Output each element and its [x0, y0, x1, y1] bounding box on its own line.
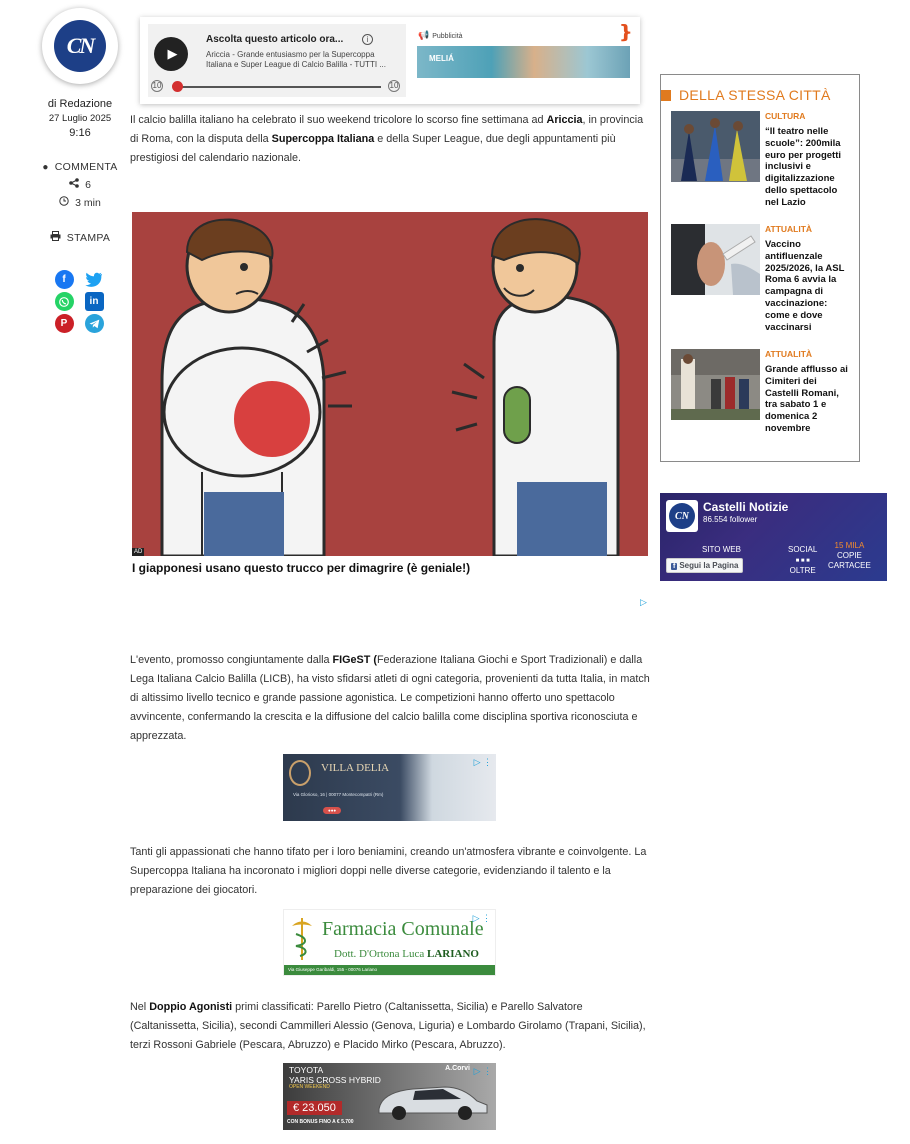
- player-brand-icon: ❵: [618, 22, 634, 42]
- progress-handle[interactable]: [172, 81, 183, 92]
- ad-illustration: [132, 212, 648, 556]
- heading-marker: [661, 90, 671, 101]
- comment-icon: ●: [42, 161, 49, 173]
- villa-cta-button[interactable]: ●●●: [323, 807, 341, 814]
- adchoices-icon[interactable]: ▷: [640, 597, 647, 607]
- article-thumbnail[interactable]: [671, 349, 760, 420]
- clock-icon: [59, 196, 69, 209]
- article-category[interactable]: ATTUALITÀ: [765, 349, 813, 359]
- article-title[interactable]: Grande afflusso ai Cimiteri dei Castelli Romani, tra sabato 1 e domenica 2 novembre: [765, 364, 848, 434]
- caduceus-icon: [290, 916, 314, 962]
- share-count: 6: [30, 178, 130, 191]
- villa-delia-banner[interactable]: VILLA DELIA Via Glorioso, 16 | 00077 Montecompatri (Rm) ●●● ▷ ⋮: [283, 754, 496, 821]
- follow-page-button[interactable]: f Segui la Pagina: [666, 558, 743, 573]
- facebook-followers: 86.554 follower: [703, 515, 758, 524]
- related-heading: DELLA STESSA CITTÀ: [661, 87, 831, 103]
- adchoices-icon[interactable]: ▷ ⋮: [473, 757, 492, 767]
- sponsored-ad-image[interactable]: [132, 212, 648, 556]
- article-title[interactable]: Vaccino antifluenzale 2025/2026, la ASL Roma 6 avvia la campagna di vaccinazione: come e dove vaccinarsi: [765, 239, 845, 333]
- facebook-banner-text: SOCIAL ■ ■ ■ OLTRE: [788, 545, 818, 575]
- article-paragraph: L'evento, promosso congiuntamente dalla FIGeST (Federazione Italiana Giochi e Sport Tradizionali) e dalla Lega Italiana Calcio Balilla (LICB), ha visto sfidarsi atleti di ogni categoria, provenienti da tutta Italia, in match di altissimo livello tecnico e grande passione agonistica. Le competizioni hanno offerto uno spettacolo avvincente, confermando la crescita e la diffusione del calcio balilla come disciplina sportiva riconosciuta e apprezzata.: [130, 654, 650, 742]
- article-category[interactable]: CULTURA: [765, 111, 806, 121]
- article-paragraph: Nel Doppio Agonisti primi classificati: Parello Pietro (Caltanissetta, Sicilia) e Parello Salvatore (Caltanissetta, Sicilia), secondi Cammilleri Alessio (Genova, Liguria) e Lombardo Girolamo (Trapani, Sicilia), terzi Rossoni Gabriele (Pescara, Abruzzo) e Placido Mirko (Pescara, Abruzzo).: [130, 1001, 646, 1051]
- ad-tag: AD: [134, 549, 143, 555]
- megaphone-icon: 📢: [418, 30, 430, 40]
- facebook-page-name[interactable]: Castelli Notizie: [703, 500, 789, 514]
- article-paragraph: Il calcio balilla italiano ha celebrato il suo weekend tricolore lo scorso fine settimana ad Ariccia, in provincia di Roma, con la disputa della Supercoppa Italiana e della Super League, due degli appuntamenti più prestigiosi del calendario nazionale.: [130, 114, 644, 164]
- facebook-icon: f: [673, 563, 676, 570]
- related-articles-box: [660, 74, 860, 462]
- farmacia-banner[interactable]: Farmacia Comunale Dott. D'Ortona Luca LARIANO Via Giuseppe Garibaldi, 155 - 00076 Lariano ▷ ⋮: [283, 909, 496, 976]
- info-icon[interactable]: i: [362, 34, 373, 45]
- player-ad-label: 📢 Pubblicità: [418, 30, 463, 40]
- article-thumbnail[interactable]: [671, 111, 760, 182]
- facebook-page-widget[interactable]: [660, 493, 887, 581]
- article-category[interactable]: ATTUALITÀ: [765, 224, 813, 234]
- print-button[interactable]: STAMPA: [30, 231, 130, 244]
- play-button[interactable]: ▶: [154, 37, 188, 71]
- comment-link[interactable]: ● COMMENTA: [42, 161, 118, 173]
- villa-logo-icon: [289, 760, 311, 786]
- ad-caption-link[interactable]: I giapponesi usano questo trucco per dimagrire (è geniale!): [132, 561, 471, 575]
- progress-bar[interactable]: [174, 86, 381, 88]
- toyota-banner[interactable]: TOYOTA YARIS CROSS HYBRID OPEN WEEKEND € 23.050 CON BONUS FINO A € 5.700 A.Corvi ▷ ⋮: [283, 1063, 496, 1130]
- publish-time: 9:16: [69, 127, 91, 139]
- read-time: 3 min: [30, 196, 130, 209]
- audio-player-panel: [148, 24, 406, 97]
- car-image: [373, 1079, 491, 1121]
- article-thumbnail[interactable]: [671, 224, 760, 295]
- pinterest-icon[interactable]: P: [55, 314, 74, 333]
- publish-date: 27 Luglio 2025: [48, 113, 112, 124]
- forward-10-button[interactable]: 10: [389, 81, 399, 90]
- author-column: [30, 8, 130, 333]
- facebook-banner-text: SITO WEB: [702, 545, 741, 554]
- article-title[interactable]: “Il teatro nelle scuole”: 200mila euro per progetti inclusivi e digitalizzazione dello spettacolo nel Lazio: [765, 126, 842, 208]
- article-paragraph: Tanti gli appassionati che hanno tifato per i loro beniamini, creando un'atmosfera vibrante e coinvolgente. La Supercoppa Italiana ha incoronato i migliori doppi nelle diverse categorie, evidenziando il talento e la preparazione dei giocatori.: [130, 846, 647, 896]
- facebook-page-logo[interactable]: CN: [666, 500, 698, 532]
- telegram-icon[interactable]: [85, 314, 104, 333]
- adchoices-icon[interactable]: ▷ ⋮: [473, 1066, 492, 1076]
- site-logo[interactable]: CN: [42, 8, 118, 84]
- social-share-grid: [49, 270, 111, 333]
- player-ad-image[interactable]: MELIÁ: [417, 46, 630, 78]
- linkedin-icon[interactable]: in: [85, 292, 104, 311]
- facebook-icon[interactable]: f: [55, 270, 74, 289]
- rewind-10-button[interactable]: 10: [152, 81, 162, 90]
- author-name[interactable]: di Redazione: [47, 98, 113, 110]
- facebook-banner-text: 15 MILA COPIE CARTACEE: [828, 541, 871, 570]
- whatsapp-icon[interactable]: [55, 292, 74, 311]
- share-icon: [69, 178, 79, 191]
- printer-icon: [50, 231, 61, 244]
- adchoices-icon[interactable]: ▷ ⋮: [472, 913, 491, 923]
- player-title: Ascolta questo articolo ora...: [206, 34, 344, 45]
- audio-player: [140, 17, 640, 104]
- twitter-icon[interactable]: [85, 270, 104, 289]
- player-description: Ariccia - Grande entusiasmo per la Supercoppa Italiana e Super League di Calcio Balilla - TUTTI ...: [206, 50, 386, 69]
